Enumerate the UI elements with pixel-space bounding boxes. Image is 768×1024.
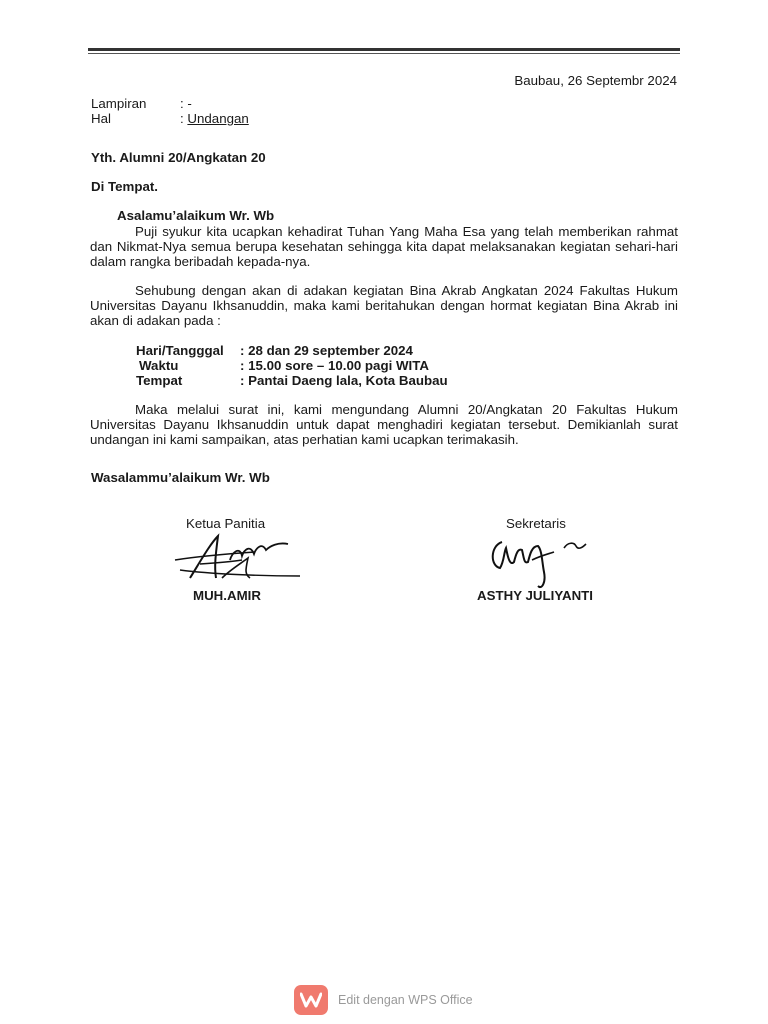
right-sign-name: ASTHY JULIYANTI <box>477 588 594 603</box>
addressee-line1: Yth. Alumni 20/Angkatan 20 <box>91 150 266 165</box>
detail-label-place: Tempat <box>136 373 183 388</box>
addressee-line2: Di Tempat. <box>91 179 158 194</box>
paragraph-2 <box>90 283 678 328</box>
left-sign-name: MUH.AMIR <box>193 588 261 603</box>
left-signature-icon <box>170 530 310 586</box>
right-sign-title: Sekretaris <box>506 516 566 531</box>
paragraph-3 <box>90 402 678 447</box>
wps-edit-badge[interactable] <box>294 985 473 1015</box>
detail-value-time: : 15.00 sore – 10.00 pagi WITA <box>240 358 429 373</box>
detail-value-place: : Pantai Daeng lala, Kota Baubau <box>240 373 448 388</box>
paragraph-3-text: Maka melalui surat ini, kami mengundang Alumni 20/Angkatan 20 Fakultas Hukum Universitas Dayanu Ikhsanuddin untuk dapat menghadiri kegiatan tersebut. Demikianlah surat undangan ini kami sampaikan, atas perhatian kami ucapkan terimakasih. <box>90 402 678 447</box>
hal-label: Hal <box>91 111 111 126</box>
wps-edit-label[interactable]: Edit dengan WPS Office <box>338 993 473 1007</box>
left-sign-title: Ketua Panitia <box>186 516 266 531</box>
hal-value: Undangan <box>187 111 249 126</box>
detail-label-date: Hari/Tangggal <box>136 343 224 358</box>
closing-greeting: Wasalammu’alaikum Wr. Wb <box>91 470 270 485</box>
detail-label-time: Waktu <box>139 358 179 373</box>
header-rule-thin <box>88 53 680 54</box>
lampiran-value: : - <box>180 96 192 111</box>
greeting: Asalamu’alaikum Wr. Wb <box>117 208 275 223</box>
right-signature-icon <box>488 532 588 592</box>
paragraph-1 <box>90 224 678 269</box>
hal-row <box>180 111 249 126</box>
place-date: Baubau, 26 Septembr 2024 <box>514 73 677 88</box>
wps-logo-icon <box>294 985 328 1015</box>
paragraph-2-text: Sehubung dengan akan di adakan kegiatan Bina Akrab Angkatan 2024 Fakultas Hukum Universitas Dayanu Ikhsanuddin, maka kami beritahukan dengan hormat kegiatan Bina Akrab ini akan di adakan pada : <box>90 283 678 328</box>
header-rule-thick <box>88 48 680 51</box>
detail-value-date: : 28 dan 29 september 2024 <box>240 343 413 358</box>
lampiran-label: Lampiran <box>91 96 147 111</box>
hal-colon: : <box>180 111 184 126</box>
paragraph-1-text: Puji syukur kita ucapkan kehadirat Tuhan Yang Maha Esa yang telah memberikan rahmat dan Nikmat-Nya semua berupa kesehatan sehingga kita dapat melaksanakan kegiatan sehari-hari dalam rangka beribadah kepada-nya. <box>90 224 678 269</box>
